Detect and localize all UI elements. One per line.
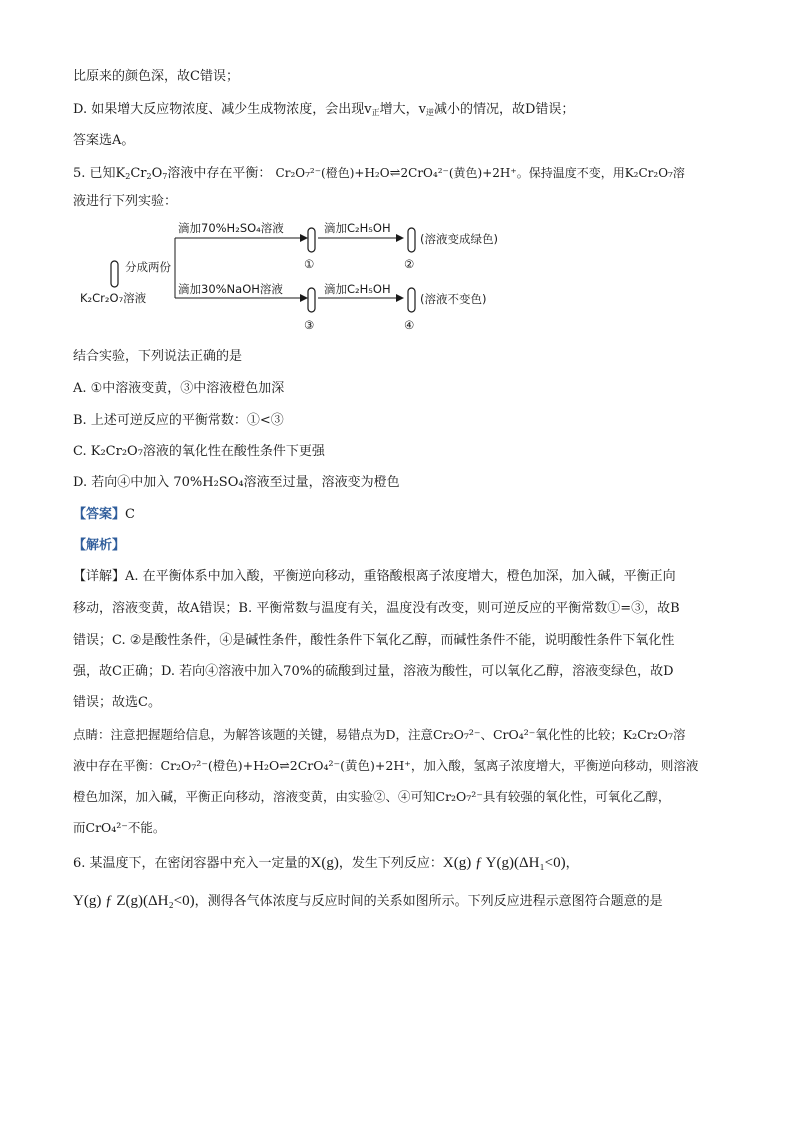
p2-sub-forward: 正	[371, 108, 380, 117]
option-d: D. 若向④中加入 70%H₂SO₄溶液至过量，溶液变为橙色	[73, 475, 400, 490]
analysis-tag	[73, 537, 125, 555]
top-result: (溶液变成绿色)	[420, 232, 498, 246]
q5-prompt: 结合实验，下列说法正确的是	[73, 349, 243, 364]
q6-math-2: X(g) ƒ Y(g)(ΔH₁<0)	[442, 855, 566, 871]
start-test-tube-icon	[111, 261, 118, 287]
p2-text-b: 增大，v	[379, 102, 426, 117]
q5-stem-line1	[73, 164, 685, 186]
paragraph-3: 答案选A。	[73, 133, 135, 148]
option-a: A. ①中溶液变黄，③中溶液橙色加深	[73, 381, 285, 396]
q5-o: O	[151, 166, 163, 181]
paragraph-1: 比原来的颜色深，故C错误；	[73, 69, 239, 84]
detail-line-4: 强，故C正确；D. 若向④溶液中加入70%的硫酸到过量，溶液为酸性，可以氧化乙醇，溶液变绿色，故D	[73, 664, 674, 679]
q6-line-2	[73, 892, 663, 911]
tube-4-label: ④	[404, 318, 415, 332]
q6-text-a: 6. 某温度下，在密闭容器中充入一定量的	[73, 856, 311, 871]
tube-1-label: ①	[304, 257, 315, 271]
option-b: B. 上述可逆反应的平衡常数：①<③	[73, 413, 284, 428]
answer-value: C	[125, 507, 135, 522]
q5-eq-left: Cr₂O₇²⁻(橙色)+H₂O	[275, 166, 390, 180]
tube-2-label: ②	[404, 257, 415, 271]
tip-line-3: 橙色加深，加入碱，平衡正向移动，溶液变黄，由实验②、④可知Cr₂O₇²⁻具有较强的氧化性，可氧化乙醇，	[73, 789, 671, 804]
q6-line-1	[73, 854, 579, 873]
tip-line-1: 点睛：注意把握题给信息，为解答该题的关键，易错点为D，注意Cr₂O₇²⁻、CrO₄²⁻氧化性的比较；K₂Cr₂O₇溶	[73, 727, 686, 742]
q5-stem-b: 溶液中存在平衡：	[167, 166, 272, 181]
q6-math-3: Y(g) ƒ Z(g)(ΔH₂<0)	[73, 893, 195, 909]
tube-3-label: ③	[304, 318, 315, 332]
paragraph-2	[73, 101, 574, 122]
detail-line-1: 【详解】A. 在平衡体系中加入酸，平衡逆向移动，重铬酸根离子浓度增大，橙色加深，加入碱，平衡正向	[73, 569, 676, 584]
tube-3-icon	[308, 288, 315, 312]
analysis-tag-label: 【解析】	[73, 538, 126, 553]
q5-eq-arrow: ⇌	[389, 166, 401, 181]
p2-text-a: D. 如果增大反应物浓度、减少生成物浓度，会出现v	[73, 102, 372, 117]
top-arrow-label-1: 滴加70%H₂SO₄溶液	[178, 221, 284, 235]
answer-line	[73, 506, 135, 524]
p2-sub-reverse: 逆	[425, 108, 434, 117]
detail-line-5: 错误；故选C。	[73, 695, 161, 710]
q6-text-d: ，测得各气体浓度与反应时间的关系如图所示。下列反应进程示意图符合题意的是	[194, 894, 663, 909]
q6-text-b: ，发生下列反应：	[338, 856, 443, 871]
q5-k-sub: 2	[125, 172, 131, 181]
detail-line-2: 移动，溶液变黄，故A错误；B. 平衡常数与温度有关，温度没有改变，则可逆反应的平衡常数①=③，故B	[73, 601, 680, 616]
tip-line-2: 液中存在平衡：Cr₂O₇²⁻(橙色)+H₂O⇌2CrO₄²⁻(黄色)+2H⁺，加入酸，氢离子浓度增大，平衡逆向移动，则溶液	[73, 758, 699, 773]
tube-1-icon	[308, 228, 315, 252]
bottom-arrow-label-1: 滴加30%NaOH溶液	[178, 282, 283, 296]
p2-text-c: 减小的情况，故D错误；	[433, 102, 575, 117]
top-arrow-label-2: 滴加C₂H₅OH	[324, 221, 391, 235]
q5-o-sub: 7	[162, 172, 168, 181]
bottom-arrow-label-2: 滴加C₂H₅OH	[324, 282, 391, 296]
q5-eq-right: 2CrO₄²⁻(黄色)+2H⁺。保持温度不变，用K₂Cr₂O₇溶	[400, 166, 685, 180]
experiment-diagram	[78, 218, 538, 342]
option-c: C. K₂Cr₂O₇溶液的氧化性在酸性条件下更强	[73, 444, 325, 459]
detail-line-3: 错误；C. ②是酸性条件，④是碱性条件，酸性条件下氧化乙醇，而碱性条件不能，说明酸性条件下氧化性	[73, 633, 675, 648]
q5-stem-line2: 液进行下列实验：	[73, 194, 178, 209]
q5-stem-a: 5. 已知K	[73, 166, 126, 181]
tip-line-4: 而CrO₄²⁻不能。	[73, 820, 166, 835]
tube-2-icon	[408, 228, 415, 252]
answer-tag: 【答案】	[73, 507, 126, 522]
start-label: K₂Cr₂O₇溶液	[80, 291, 147, 305]
q6-text-c: ，	[565, 856, 579, 871]
bottom-result: (溶液不变色)	[420, 292, 487, 306]
tube-4-icon	[408, 288, 415, 312]
q6-math-1: X(g)	[310, 855, 339, 871]
q5-cr-sub: 2	[146, 172, 152, 181]
split-label: 分成两份	[125, 260, 171, 274]
q5-cr: Cr	[130, 166, 147, 181]
